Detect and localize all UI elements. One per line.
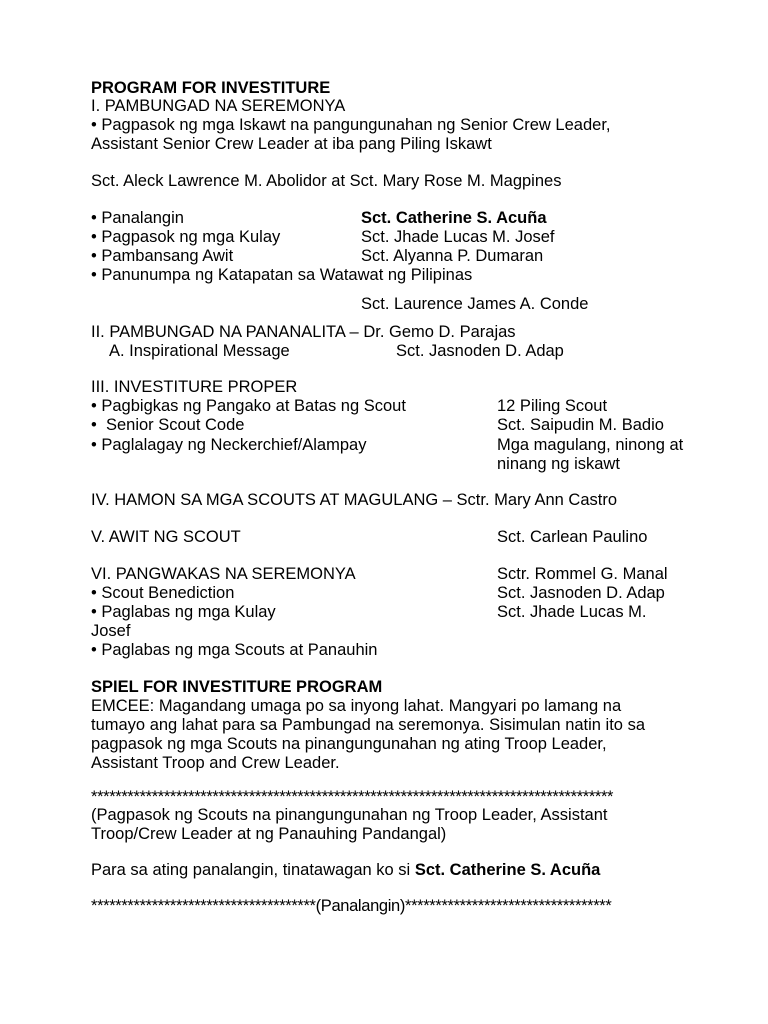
- stars-left: *************************************: [91, 897, 316, 915]
- item-label: • Paglalagay ng Neckerchief/Alampay: [91, 436, 366, 455]
- prayer-intro-line: [91, 861, 600, 880]
- item-label: • Scout Benediction: [91, 584, 234, 603]
- prayer-cue-line: [91, 897, 611, 916]
- section-1-entry: • Pagpasok ng mga Iskawt na pangungunahan ng Senior Crew Leader,: [91, 116, 610, 135]
- item-person: Sct. Jasnoden D. Adap: [497, 584, 665, 602]
- item-label: • Pambansang Awit: [91, 247, 233, 266]
- spiel-title: SPIEL FOR INVESTITURE PROGRAM: [91, 678, 383, 696]
- emcee-line: tumayo ang lahat para sa Pambungad na seremonya. Sisimulan natin ito sa: [91, 716, 645, 734]
- item-person: Sct. Alyanna P. Dumaran: [361, 247, 544, 265]
- item-label: • Pagpasok ng mga Kulay: [91, 228, 280, 247]
- item-person: Sct. Jhade Lucas M. Josef: [361, 228, 555, 246]
- item-person-wrap: Josef: [91, 622, 131, 640]
- item-label: • Pagbigkas ng Pangako at Batas ng Scout: [91, 397, 406, 416]
- item-person: Sct. Catherine S. Acuña: [361, 209, 547, 227]
- section-2-heading: II. PAMBUNGAD NA PANANALITA – Dr. Gemo D. Parajas: [91, 323, 516, 341]
- emcee-line: EMCEE: Magandang umaga po sa inyong lahat. Mangyari po lamang na: [91, 697, 622, 715]
- section-6-person: Sctr. Rommel G. Manal: [497, 565, 668, 583]
- section-3-heading: III. INVESTITURE PROPER: [91, 378, 298, 396]
- item-label: • Panunumpa ng Katapatan sa Watawat ng Pilipinas: [91, 266, 472, 285]
- section-5-person: Sct. Carlean Paulino: [497, 528, 648, 546]
- divider-stars: **************************************************************************************: [91, 788, 614, 806]
- stage-direction-line: Troop/Crew Leader at ng Panauhing Pandangal): [91, 825, 447, 843]
- emcee-line: pagpasok ng mga Scouts na pinangungunahan ng ating Troop Leader,: [91, 735, 607, 753]
- section-5-heading: V. AWIT NG SCOUT: [91, 528, 241, 546]
- program-title: PROGRAM FOR INVESTITURE: [91, 79, 331, 97]
- item-label: • Panalangin: [91, 209, 184, 228]
- section-2-sub-label: A. Inspirational Message: [109, 342, 290, 360]
- stars-right: **********************************: [405, 897, 612, 915]
- prayer-intro: Para sa ating panalangin, tinatawagan ko si: [91, 861, 415, 879]
- item-person: Sct. Laurence James A. Conde: [361, 295, 589, 313]
- item-person-cont: ninang ng iskawt: [497, 455, 620, 473]
- section-1-heading: I. PAMBUNGAD NA SEREMONYA: [91, 97, 346, 115]
- item-person: Sct. Jhade Lucas M.: [497, 603, 647, 621]
- section-4-heading: IV. HAMON SA MGA SCOUTS AT MAGULANG – Sctr. Mary Ann Castro: [91, 491, 618, 509]
- section-2-sub-person: Sct. Jasnoden D. Adap: [396, 342, 564, 360]
- item-person: Sct. Saipudin M. Badio: [497, 416, 664, 434]
- section-1-entry-cont: Assistant Senior Crew Leader at iba pang Piling Iskawt: [91, 135, 492, 153]
- item-person: 12 Piling Scout: [497, 397, 608, 415]
- prayer-cue: (Panalangin): [315, 897, 406, 915]
- stage-direction-line: (Pagpasok ng Scouts na pinangungunahan ng Troop Leader, Assistant: [91, 806, 608, 824]
- emcee-line: Assistant Troop and Crew Leader.: [91, 754, 340, 772]
- item-label: • Paglabas ng mga Kulay: [91, 603, 276, 622]
- section-6-heading: VI. PANGWAKAS NA SEREMONYA: [91, 565, 356, 583]
- item-person: Mga magulang, ninong at: [497, 436, 684, 454]
- section-1-entry-names: Sct. Aleck Lawrence M. Abolidor at Sct. Mary Rose M. Magpines: [91, 172, 562, 190]
- prayer-name: Sct. Catherine S. Acuña: [414, 861, 601, 879]
- item-label: • Paglabas ng mga Scouts at Panauhin: [91, 641, 377, 660]
- item-label: • Senior Scout Code: [91, 416, 244, 435]
